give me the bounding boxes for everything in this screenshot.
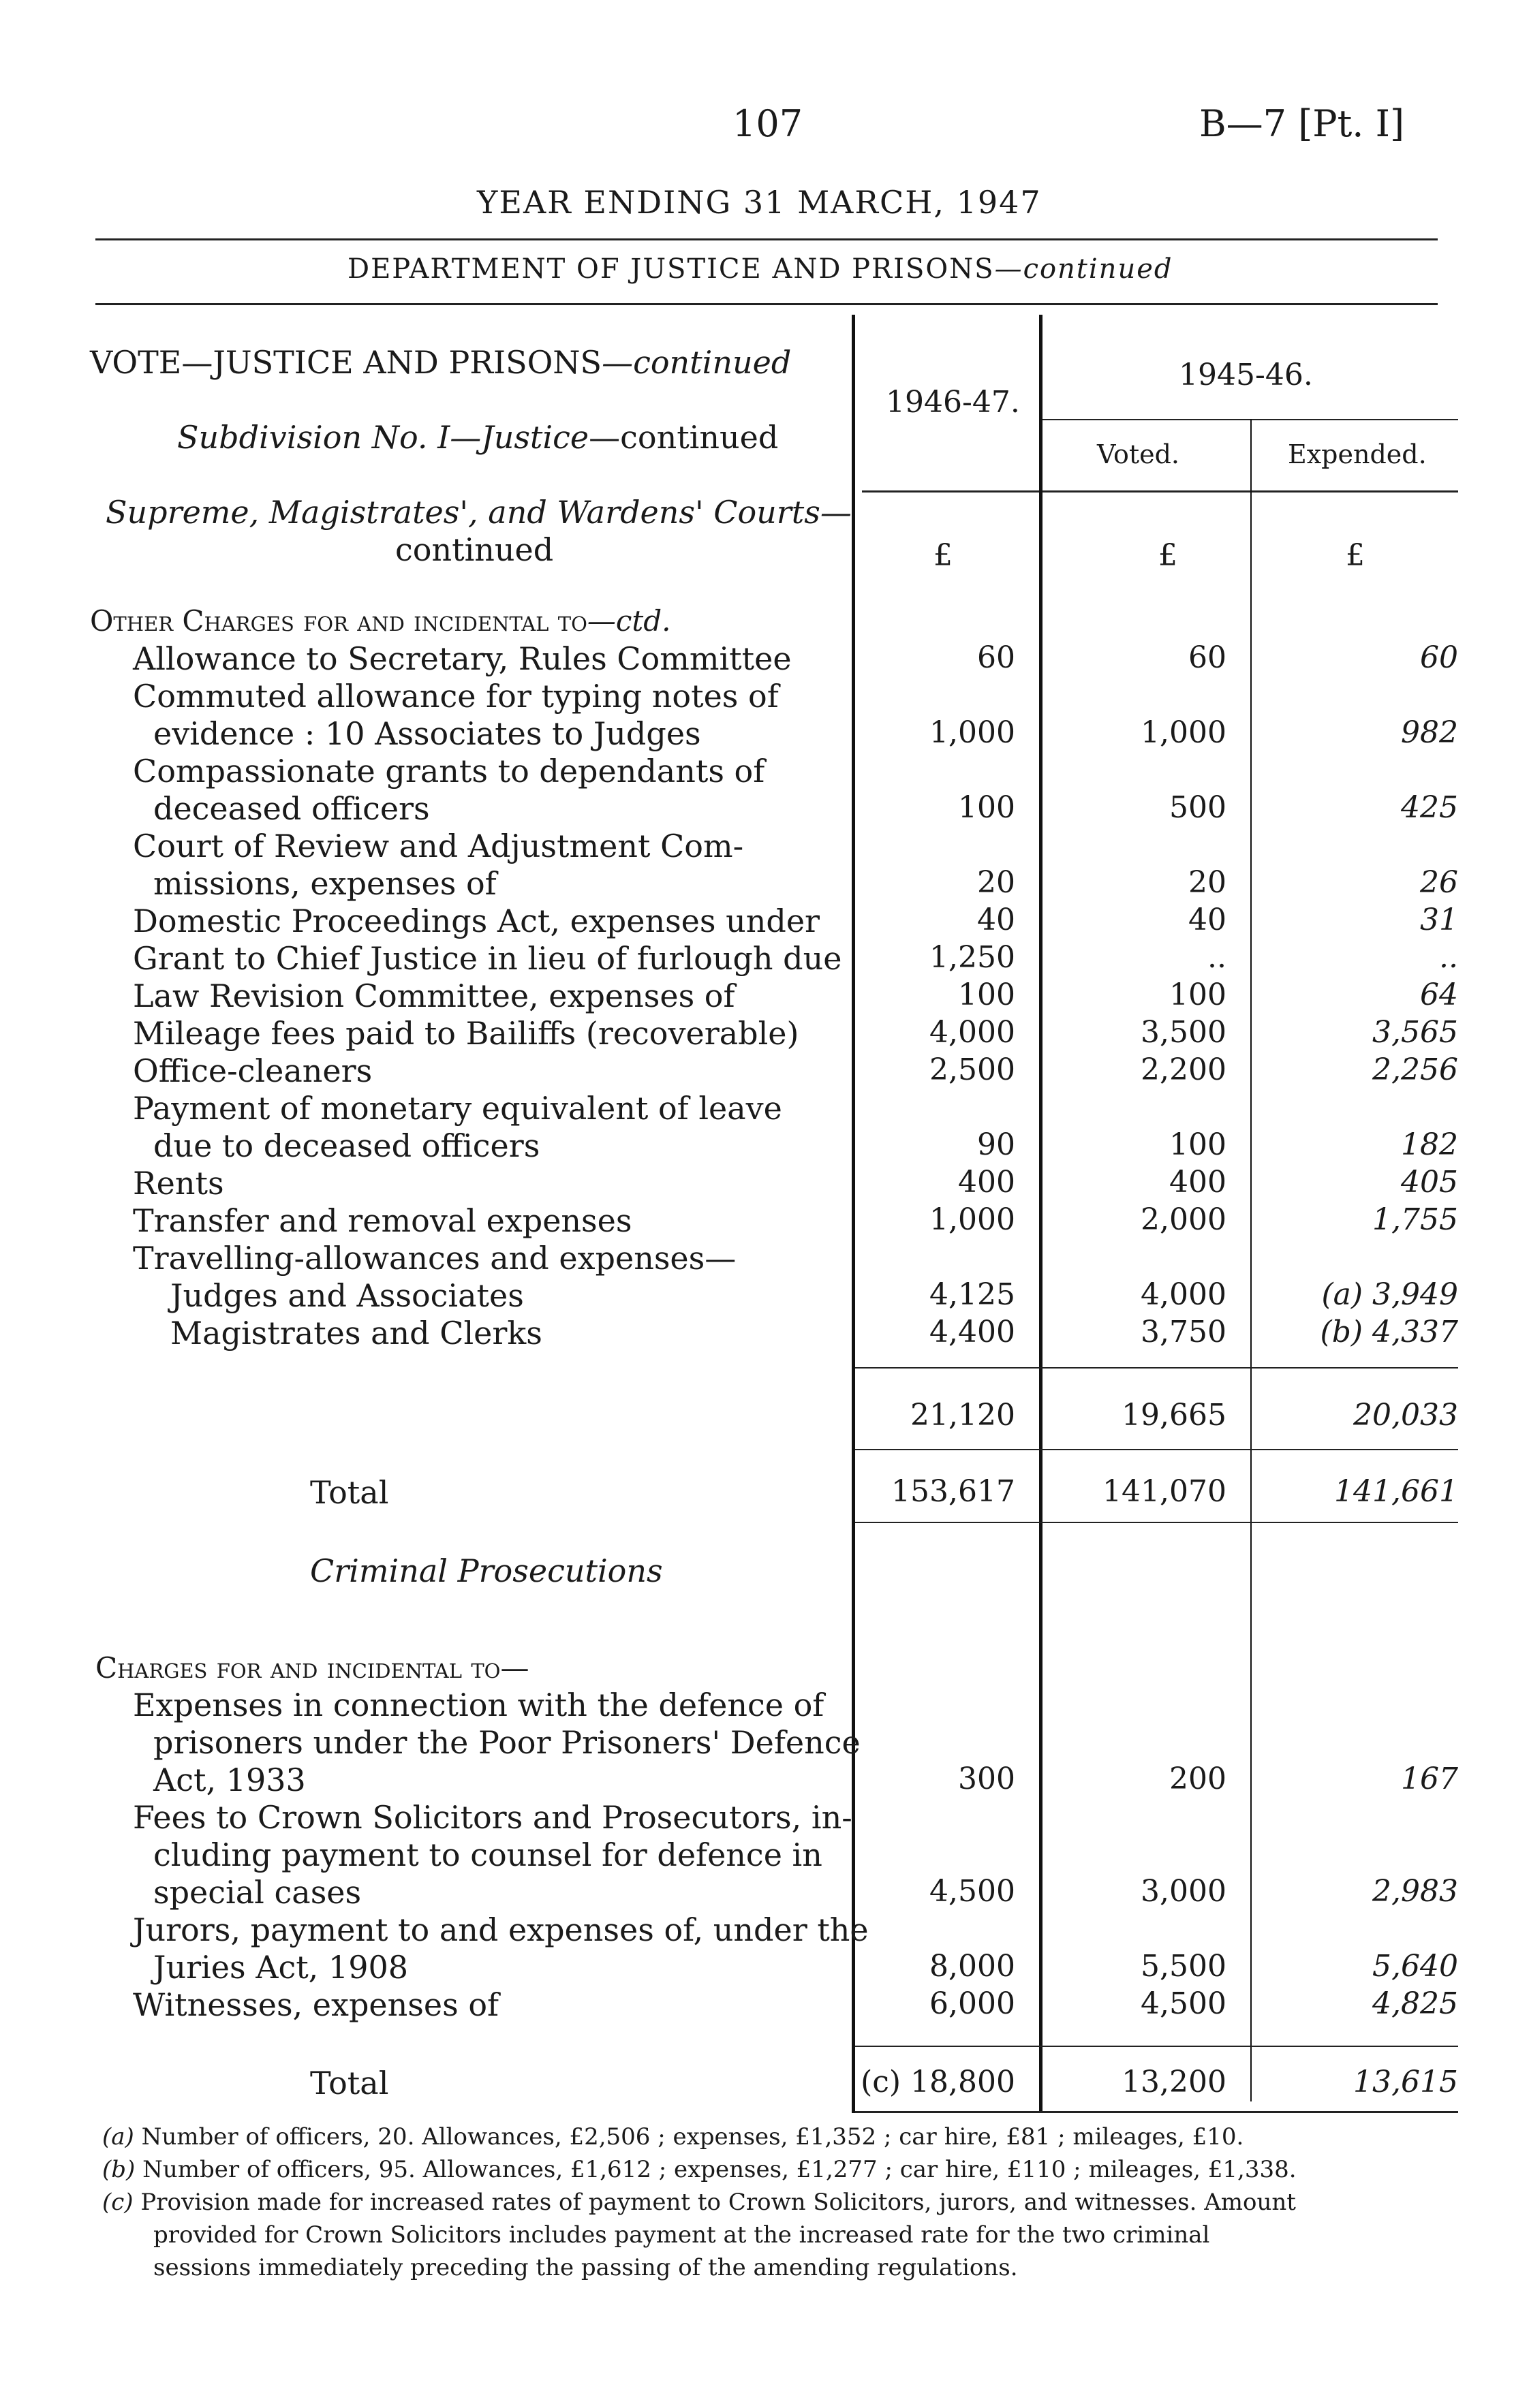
value-1946-47: 4,000	[929, 1015, 1015, 1050]
department-continued: —continued	[994, 253, 1173, 285]
value-expended: 5,640	[1372, 1949, 1458, 1984]
subtotal-1946-47: 21,120	[910, 1398, 1015, 1433]
column-1945-46: 1945-46.	[1179, 358, 1313, 392]
column-expended: Expended.	[1288, 439, 1427, 469]
table-row-label: Travelling-allowances and expenses—	[133, 1240, 737, 1277]
criminal-total-rule-bottom	[855, 2111, 1458, 2113]
column-voted: Voted.	[1097, 439, 1179, 469]
value-expended: 167	[1401, 1762, 1458, 1796]
value-1946-47: 300	[958, 1762, 1015, 1796]
subtotal-expended: 20,033	[1353, 1398, 1458, 1433]
footnote-a	[102, 2123, 1244, 2151]
criminal-row-label-cont: Juries Act, 1908	[153, 1949, 408, 1986]
table-row-label-cont: deceased officers	[153, 790, 430, 827]
subtotal-rule	[855, 1367, 1458, 1369]
table-row-label: Grant to Chief Justice in lieu of furlough due	[133, 940, 842, 977]
criminal-total-voted: 13,200	[1122, 2065, 1226, 2099]
value-1946-47: 1,000	[929, 1202, 1015, 1237]
value-1946-47: 6,000	[929, 1986, 1015, 2021]
table-row-label: Law Revision Committee, expenses of	[133, 978, 735, 1014]
header-rule-top	[95, 238, 1438, 240]
table-row-label-cont: evidence : 10 Associates to Judges	[153, 715, 701, 752]
footnote-a-text: Number of officers, 20. Allowances, £2,506 ; expenses, £1,352 ; car hire, £81 ; mileages, £10.	[141, 2123, 1244, 2151]
courts-heading-line1: Supreme, Magistrates', and Wardens' Courts—	[106, 494, 852, 531]
value-voted: 2,000	[1141, 1202, 1226, 1237]
column-header-rule	[862, 490, 1458, 492]
table-row-label: Transfer and removal expenses	[133, 1202, 632, 1239]
other-charges-continued: —ctd.	[587, 604, 671, 638]
value-expended: 182	[1401, 1127, 1458, 1162]
criminal-total-expended: 13,615	[1353, 2065, 1458, 2099]
department-name: DEPARTMENT OF JUSTICE AND PRISONS	[348, 253, 995, 285]
vote-continued: —continued	[602, 344, 792, 381]
criminal-row-label: Jurors, payment to and expenses of, under the	[133, 1911, 869, 1948]
value-expended: 64	[1420, 978, 1458, 1012]
value-1946-47: 20	[977, 865, 1015, 900]
subtotal-voted: 19,665	[1122, 1398, 1226, 1433]
department-title	[348, 253, 1173, 285]
footnote-c-mark: (c)	[102, 2189, 134, 2216]
value-1946-47: 4,500	[929, 1874, 1015, 1909]
table-row-label: Allowance to Secretary, Rules Committee	[133, 640, 792, 677]
table-row-label: Mileage fees paid to Bailiffs (recoverable)	[133, 1015, 799, 1052]
value-voted: 20	[1188, 865, 1226, 900]
value-voted: 4,500	[1141, 1986, 1226, 2021]
currency-col3: £	[1346, 538, 1365, 573]
criminal-total-1946-47: (c) 18,800	[861, 2065, 1015, 2099]
criminal-total-label: Total	[310, 2065, 389, 2101]
value-voted: 1,000	[1141, 715, 1226, 750]
table-row-label: Magistrates and Clerks	[170, 1315, 542, 1351]
total-rule-top	[855, 1449, 1458, 1450]
value-1946-47: 8,000	[929, 1949, 1015, 1984]
criminal-row-label-cont: special cases	[153, 1874, 362, 1911]
value-expended: (a) 3,949	[1321, 1277, 1458, 1312]
other-charges-title: Other Charges for and incidental to	[90, 604, 587, 638]
column-rule-middle	[1039, 315, 1042, 2113]
footnote-b	[102, 2156, 1297, 2183]
value-1946-47: 90	[977, 1127, 1015, 1162]
footnote-c-line2: provided for Crown Solicitors includes payment at the increased rate for the two criminal	[153, 2221, 1210, 2249]
other-charges-heading	[90, 604, 671, 638]
criminal-row-label: Expenses in connection with the defence of	[133, 1687, 824, 1723]
criminal-row-label: Witnesses, expenses of	[133, 1986, 499, 2023]
vote-heading	[90, 344, 791, 381]
year-title: YEAR ENDING 31 MARCH, 1947	[477, 184, 1042, 221]
document-reference: B—7 [Pt. I]	[1199, 102, 1405, 145]
total-1946-47: 153,617	[891, 1474, 1015, 1509]
value-1946-47: 100	[958, 978, 1015, 1012]
value-expended: 3,565	[1372, 1015, 1458, 1050]
criminal-charges-heading: Charges for and incidental to—	[95, 1651, 529, 1685]
column-rule-left	[852, 315, 855, 2113]
total-label: Total	[310, 1474, 389, 1511]
value-expended: 4,825	[1372, 1986, 1458, 2021]
value-expended: ..	[1439, 940, 1458, 975]
total-expended: 141,661	[1334, 1474, 1458, 1509]
table-row-label: Court of Review and Adjustment Com-	[133, 828, 744, 864]
value-voted: 100	[1169, 1127, 1226, 1162]
table-row-label-cont: due to deceased officers	[153, 1127, 540, 1164]
criminal-row-label-cont: cluding payment to counsel for defence in	[153, 1836, 822, 1873]
value-voted: 2,200	[1141, 1052, 1226, 1087]
table-row-label: Judges and Associates	[170, 1277, 524, 1314]
value-voted: 60	[1188, 640, 1226, 675]
subdivision-heading	[177, 419, 778, 456]
value-1946-47: 60	[977, 640, 1015, 675]
footnote-b-text: Number of officers, 95. Allowances, £1,612 ; expenses, £1,277 ; car hire, £110 ; mileages, £1,338.	[142, 2156, 1297, 2183]
footnote-a-mark: (a)	[102, 2123, 134, 2151]
criminal-row-label: Fees to Crown Solicitors and Prosecutors, in-	[133, 1799, 852, 1836]
criminal-row-label-cont: prisoners under the Poor Prisoners' Defence	[153, 1724, 861, 1761]
total-rule-bottom	[855, 1522, 1458, 1523]
table-row-label: Office-cleaners	[133, 1052, 373, 1089]
value-voted: ..	[1207, 940, 1226, 975]
value-expended: 2,256	[1372, 1052, 1458, 1087]
footnote-b-mark: (b)	[102, 2156, 136, 2183]
subdivision-continued: —continued	[589, 419, 779, 456]
page-number: 107	[732, 102, 803, 145]
value-1946-47: 4,125	[929, 1277, 1015, 1312]
value-voted: 5,500	[1141, 1949, 1226, 1984]
value-voted: 400	[1169, 1165, 1226, 1200]
vote-title: VOTE—JUSTICE AND PRISONS	[90, 344, 602, 381]
value-expended: 1,755	[1372, 1202, 1458, 1237]
criminal-total-rule-top	[855, 2046, 1458, 2047]
value-expended: 60	[1420, 640, 1458, 675]
value-expended: 425	[1401, 790, 1458, 825]
footnote-c	[102, 2189, 1296, 2216]
table-row-label: Commuted allowance for typing notes of	[133, 678, 779, 715]
table-row-label: Payment of monetary equivalent of leave	[133, 1090, 782, 1127]
currency-col1: £	[933, 538, 953, 573]
table-row-label: Domestic Proceedings Act, expenses under	[133, 903, 820, 939]
header-rule-bottom	[95, 303, 1438, 305]
value-voted: 3,750	[1141, 1315, 1226, 1349]
table-row-label: Compassionate grants to dependants of	[133, 753, 765, 789]
value-expended: 31	[1420, 903, 1458, 937]
table-row-label-cont: missions, expenses of	[153, 865, 497, 902]
value-1946-47: 400	[958, 1165, 1015, 1200]
value-expended: 26	[1420, 865, 1458, 900]
value-voted: 500	[1169, 790, 1226, 825]
value-voted: 200	[1169, 1762, 1226, 1796]
value-voted: 3,500	[1141, 1015, 1226, 1050]
value-1946-47: 1,000	[929, 715, 1015, 750]
value-1946-47: 2,500	[929, 1052, 1015, 1087]
courts-heading-line2: continued	[395, 531, 554, 568]
currency-col2: £	[1158, 538, 1177, 573]
value-1946-47: 1,250	[929, 940, 1015, 975]
footnote-c-line3: sessions immediately preceding the passing of the amending regulations.	[153, 2254, 1018, 2281]
column-1946-47: 1946-47.	[886, 385, 1020, 420]
criminal-row-label-cont: Act, 1933	[153, 1762, 306, 1798]
column-rule-right	[1250, 419, 1252, 2101]
footnote-c-text: Provision made for increased rates of payment to Crown Solicitors, jurors, and witnesses. Amount	[140, 2189, 1296, 2216]
table-row-label: Rents	[133, 1165, 224, 1202]
value-1946-47: 40	[977, 903, 1015, 937]
value-voted: 4,000	[1141, 1277, 1226, 1312]
value-expended: 405	[1401, 1165, 1458, 1200]
value-1946-47: 100	[958, 790, 1015, 825]
total-voted: 141,070	[1102, 1474, 1226, 1509]
value-expended: 982	[1401, 715, 1458, 750]
subdivision-title: Subdivision No. I—Justice	[177, 419, 589, 456]
criminal-heading: Criminal Prosecutions	[310, 1552, 663, 1589]
value-voted: 3,000	[1141, 1874, 1226, 1909]
value-expended: 2,983	[1372, 1874, 1458, 1909]
value-1946-47: 4,400	[929, 1315, 1015, 1349]
value-voted: 100	[1169, 978, 1226, 1012]
value-expended: (b) 4,337	[1320, 1315, 1458, 1349]
value-voted: 40	[1188, 903, 1226, 937]
